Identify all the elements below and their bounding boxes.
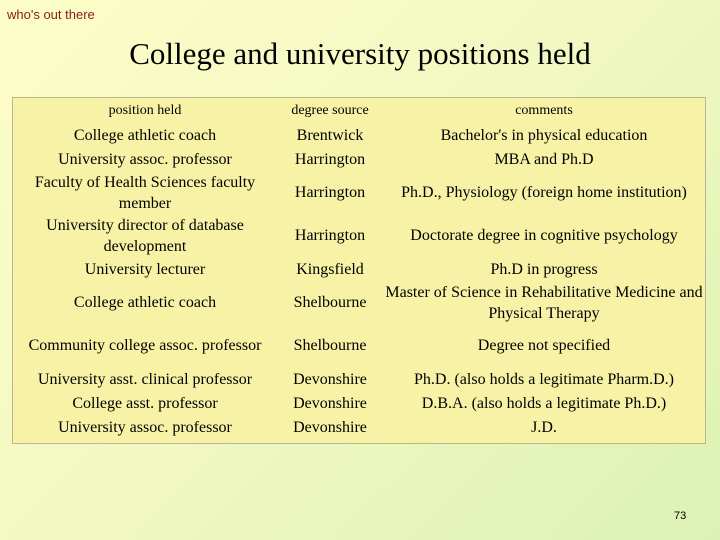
column-header-degree-source: degree source — [291, 102, 369, 118]
table-header-row — [13, 98, 705, 123]
table-row — [13, 367, 705, 391]
table-row — [13, 257, 705, 281]
table — [13, 98, 705, 439]
position-cell: College athletic coach — [73, 294, 217, 311]
comments-cell: MBA and Ph.D — [494, 150, 594, 168]
degree-source-cell: Harrington — [294, 227, 366, 244]
comments-cell: Bachelor's in physical education — [440, 126, 648, 144]
comments-cell: D.B.A. (also holds a legitimate Ph.D.) — [421, 394, 667, 412]
degree-source-cell: Shelbourne — [293, 294, 367, 311]
position-cell: University lecturer — [84, 260, 206, 278]
degree-source-cell: Devonshire — [293, 370, 367, 388]
table-row — [13, 415, 705, 439]
position-cell: College athletic coach — [73, 126, 217, 144]
column-header-comments: comments — [515, 102, 573, 118]
table-row — [13, 123, 705, 147]
comments-cell: Ph.D., Physiology (foreign home institution) — [401, 184, 687, 201]
degree-source-cell: Brentwick — [296, 126, 364, 144]
slide-title: College and university positions held — [129, 36, 591, 71]
position-cell: Community college assoc. professor — [28, 337, 262, 354]
position-cell: Faculty of Health Sciences faculty member — [34, 173, 256, 212]
comments-cell: Doctorate degree in cognitive psychology — [410, 227, 678, 244]
table-row — [13, 171, 705, 214]
section-label: who's out there — [7, 7, 95, 22]
table-row — [13, 391, 705, 415]
position-cell: College asst. professor — [72, 394, 218, 412]
degree-source-cell: Harrington — [294, 184, 366, 201]
comments-cell: J.D. — [531, 418, 557, 436]
positions-table — [12, 97, 706, 444]
table-row — [13, 214, 705, 257]
table-row — [13, 281, 705, 324]
degree-source-cell: Harrington — [294, 150, 366, 168]
position-cell: University assoc. professor — [58, 150, 232, 168]
comments-cell: Ph.D. (also holds a legitimate Pharm.D.) — [414, 370, 674, 388]
page-number: 73 — [674, 510, 687, 522]
position-cell: University director of database development — [46, 216, 244, 255]
comments-cell: Ph.D in progress — [490, 260, 598, 278]
comments-cell: Degree not specified — [477, 337, 611, 354]
degree-source-cell: Shelbourne — [293, 337, 367, 354]
position-cell: University assoc. professor — [58, 418, 232, 436]
position-cell: University asst. clinical professor — [37, 370, 253, 388]
degree-source-cell: Kingsfield — [296, 260, 364, 278]
column-header-position: position held — [108, 102, 182, 118]
degree-source-cell: Devonshire — [293, 418, 367, 436]
degree-source-cell: Devonshire — [293, 394, 367, 412]
table-row — [13, 147, 705, 171]
table-row — [13, 324, 705, 367]
comments-cell: Master of Science in Rehabilitative Medicine and Physical Therapy — [385, 283, 703, 322]
